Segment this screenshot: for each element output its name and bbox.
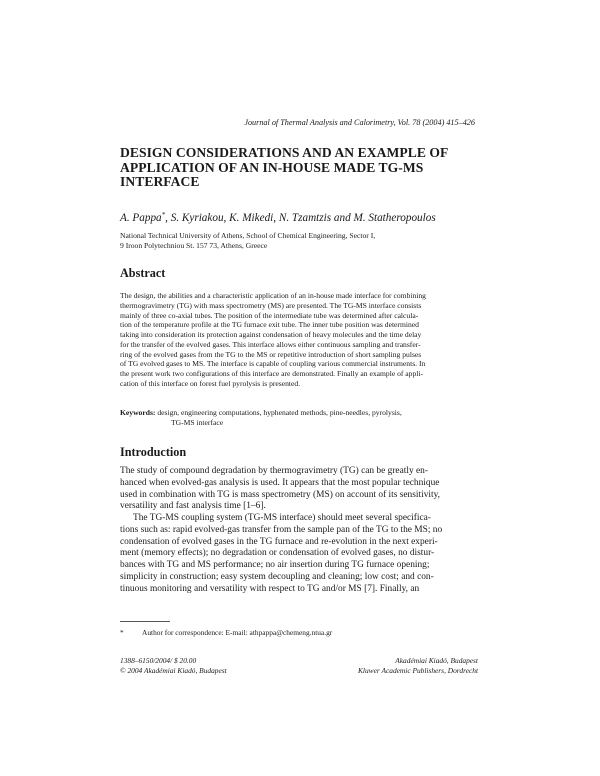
- paper-title: [120, 146, 480, 190]
- affiliation: [120, 231, 480, 251]
- body-line: ment (memory effects); no degradation or condensation of evolved gases, no distur-: [120, 548, 435, 559]
- footnote-mark: *: [120, 628, 124, 637]
- copyright-line: © 2004 Akadémiai Kiadó, Budapest: [120, 665, 227, 675]
- correspondence-mark: *: [161, 211, 166, 219]
- footnote-text: Author for correspondence: E-mail: athpappa@chemeng.ntua.gr: [142, 628, 333, 637]
- title-line: INTERFACE: [120, 174, 200, 190]
- abstract-line: tion of the temperature profile at the TG furnace exit tube. The inner tube position was determined: [120, 320, 419, 330]
- publisher-line: Kluwer Academic Publishers, Dordrecht: [357, 665, 478, 675]
- body-line: tinuous monitoring and versatility with respect to TG and/or MS [7]. Finally, an: [120, 583, 420, 594]
- body-line: used in combination with TG is mass spectrometry (MS) on account of its sensitivity,: [120, 489, 441, 500]
- introduction-heading: Introduction: [120, 445, 187, 459]
- abstract-line: The design, the abilities and a characteristic application of an in-house made interface for combining: [120, 291, 426, 300]
- body-line: The study of compound degradation by thermogravimetry (TG) can be greatly en-: [120, 466, 428, 476]
- footnote-divider: [120, 621, 170, 622]
- body-line: bances with TG and MS performance; no air insertion during TG furnace opening;: [120, 560, 430, 570]
- abstract-line: the present work two configurations of this interface are demonstrated. Finally an example of appli-: [120, 369, 424, 378]
- issn-block: [120, 656, 227, 676]
- body-line: hanced when evolved-gas analysis is used. It appears that the most popular technique: [120, 477, 440, 488]
- keywords-text: design, engineering computations, hyphenated methods, pine-needles, pyrolysis,: [155, 408, 402, 417]
- abstract-line: cation of this interface on forest fuel pyrolysis is presented.: [120, 378, 301, 388]
- author-list: [120, 212, 480, 224]
- other-authors: , S. Kyriakou, K. Mikedi, N. Tzamtzis and M. Statheropoulos: [165, 212, 436, 224]
- abstract-line: taking into consideration its protection against condensation of heavy molecules and the time delay: [120, 330, 422, 339]
- body-line: The TG-MS coupling system (TG-MS interface) should meet several specifica-: [133, 513, 431, 523]
- first-author: A. Pappa: [120, 212, 162, 224]
- title-line: DESIGN CONSIDERATIONS AND AN EXAMPLE OF: [120, 145, 449, 160]
- abstract-line: ring of the evolved gases from the TG to the MS or repetitive introduction of short sampling pulses: [120, 349, 422, 359]
- body-line: condensation of evolved gases in the TG furnace and re-evolution in the next experi-: [120, 536, 438, 547]
- keywords-label: Keywords:: [120, 408, 156, 417]
- journal-header: Journal of Thermal Analysis and Calorimetry, Vol. 78 (2004) 415–426: [244, 118, 475, 127]
- title-line: APPLICATION OF AN IN-HOUSE MADE TG-MS: [120, 159, 424, 175]
- abstract-line: mainly of three co-axial tubes. The position of the intermediate tube was determined after calcula-: [120, 310, 419, 320]
- affiliation-line: National Technical University of Athens, School of Chemical Engineering, Sector I,: [120, 231, 376, 240]
- abstract-heading: Abstract: [120, 266, 166, 280]
- keywords-text: TG-MS interface: [171, 417, 224, 427]
- body-line: simplicity in construction; easy system decoupling and cleaning; low cost; and con-: [120, 571, 434, 582]
- introduction-body: [120, 466, 475, 595]
- abstract-line: of TG evolved gases to MS. The interface is capable of coupling various commercial instruments. In: [120, 359, 426, 369]
- affiliation-line: 9 Iroon Polytechniou St. 157 73, Athens, Greece: [120, 241, 268, 251]
- abstract-line: for the transfer of the evolved gases. This interface allows either continuous sampling and transfer-: [120, 339, 421, 349]
- body-line: versatility and fast analysis time [1–6].: [120, 501, 266, 512]
- body-line: tions such as: rapid evolved-gas transfer from the sample pan of the TG to the MS; no: [120, 524, 443, 535]
- issn-line: 1388–6150/2004/ $ 20.00: [120, 656, 197, 665]
- footnote: [120, 628, 332, 637]
- publisher-line: Akadémiai Kiadó, Budapest: [395, 656, 478, 665]
- publisher-block: [300, 656, 478, 676]
- abstract-body: [120, 291, 475, 389]
- abstract-line: thermogravimetry (TG) with mass spectrometry (MS) are presented. The TG-MS interface consists: [120, 300, 422, 310]
- keywords: [120, 408, 480, 427]
